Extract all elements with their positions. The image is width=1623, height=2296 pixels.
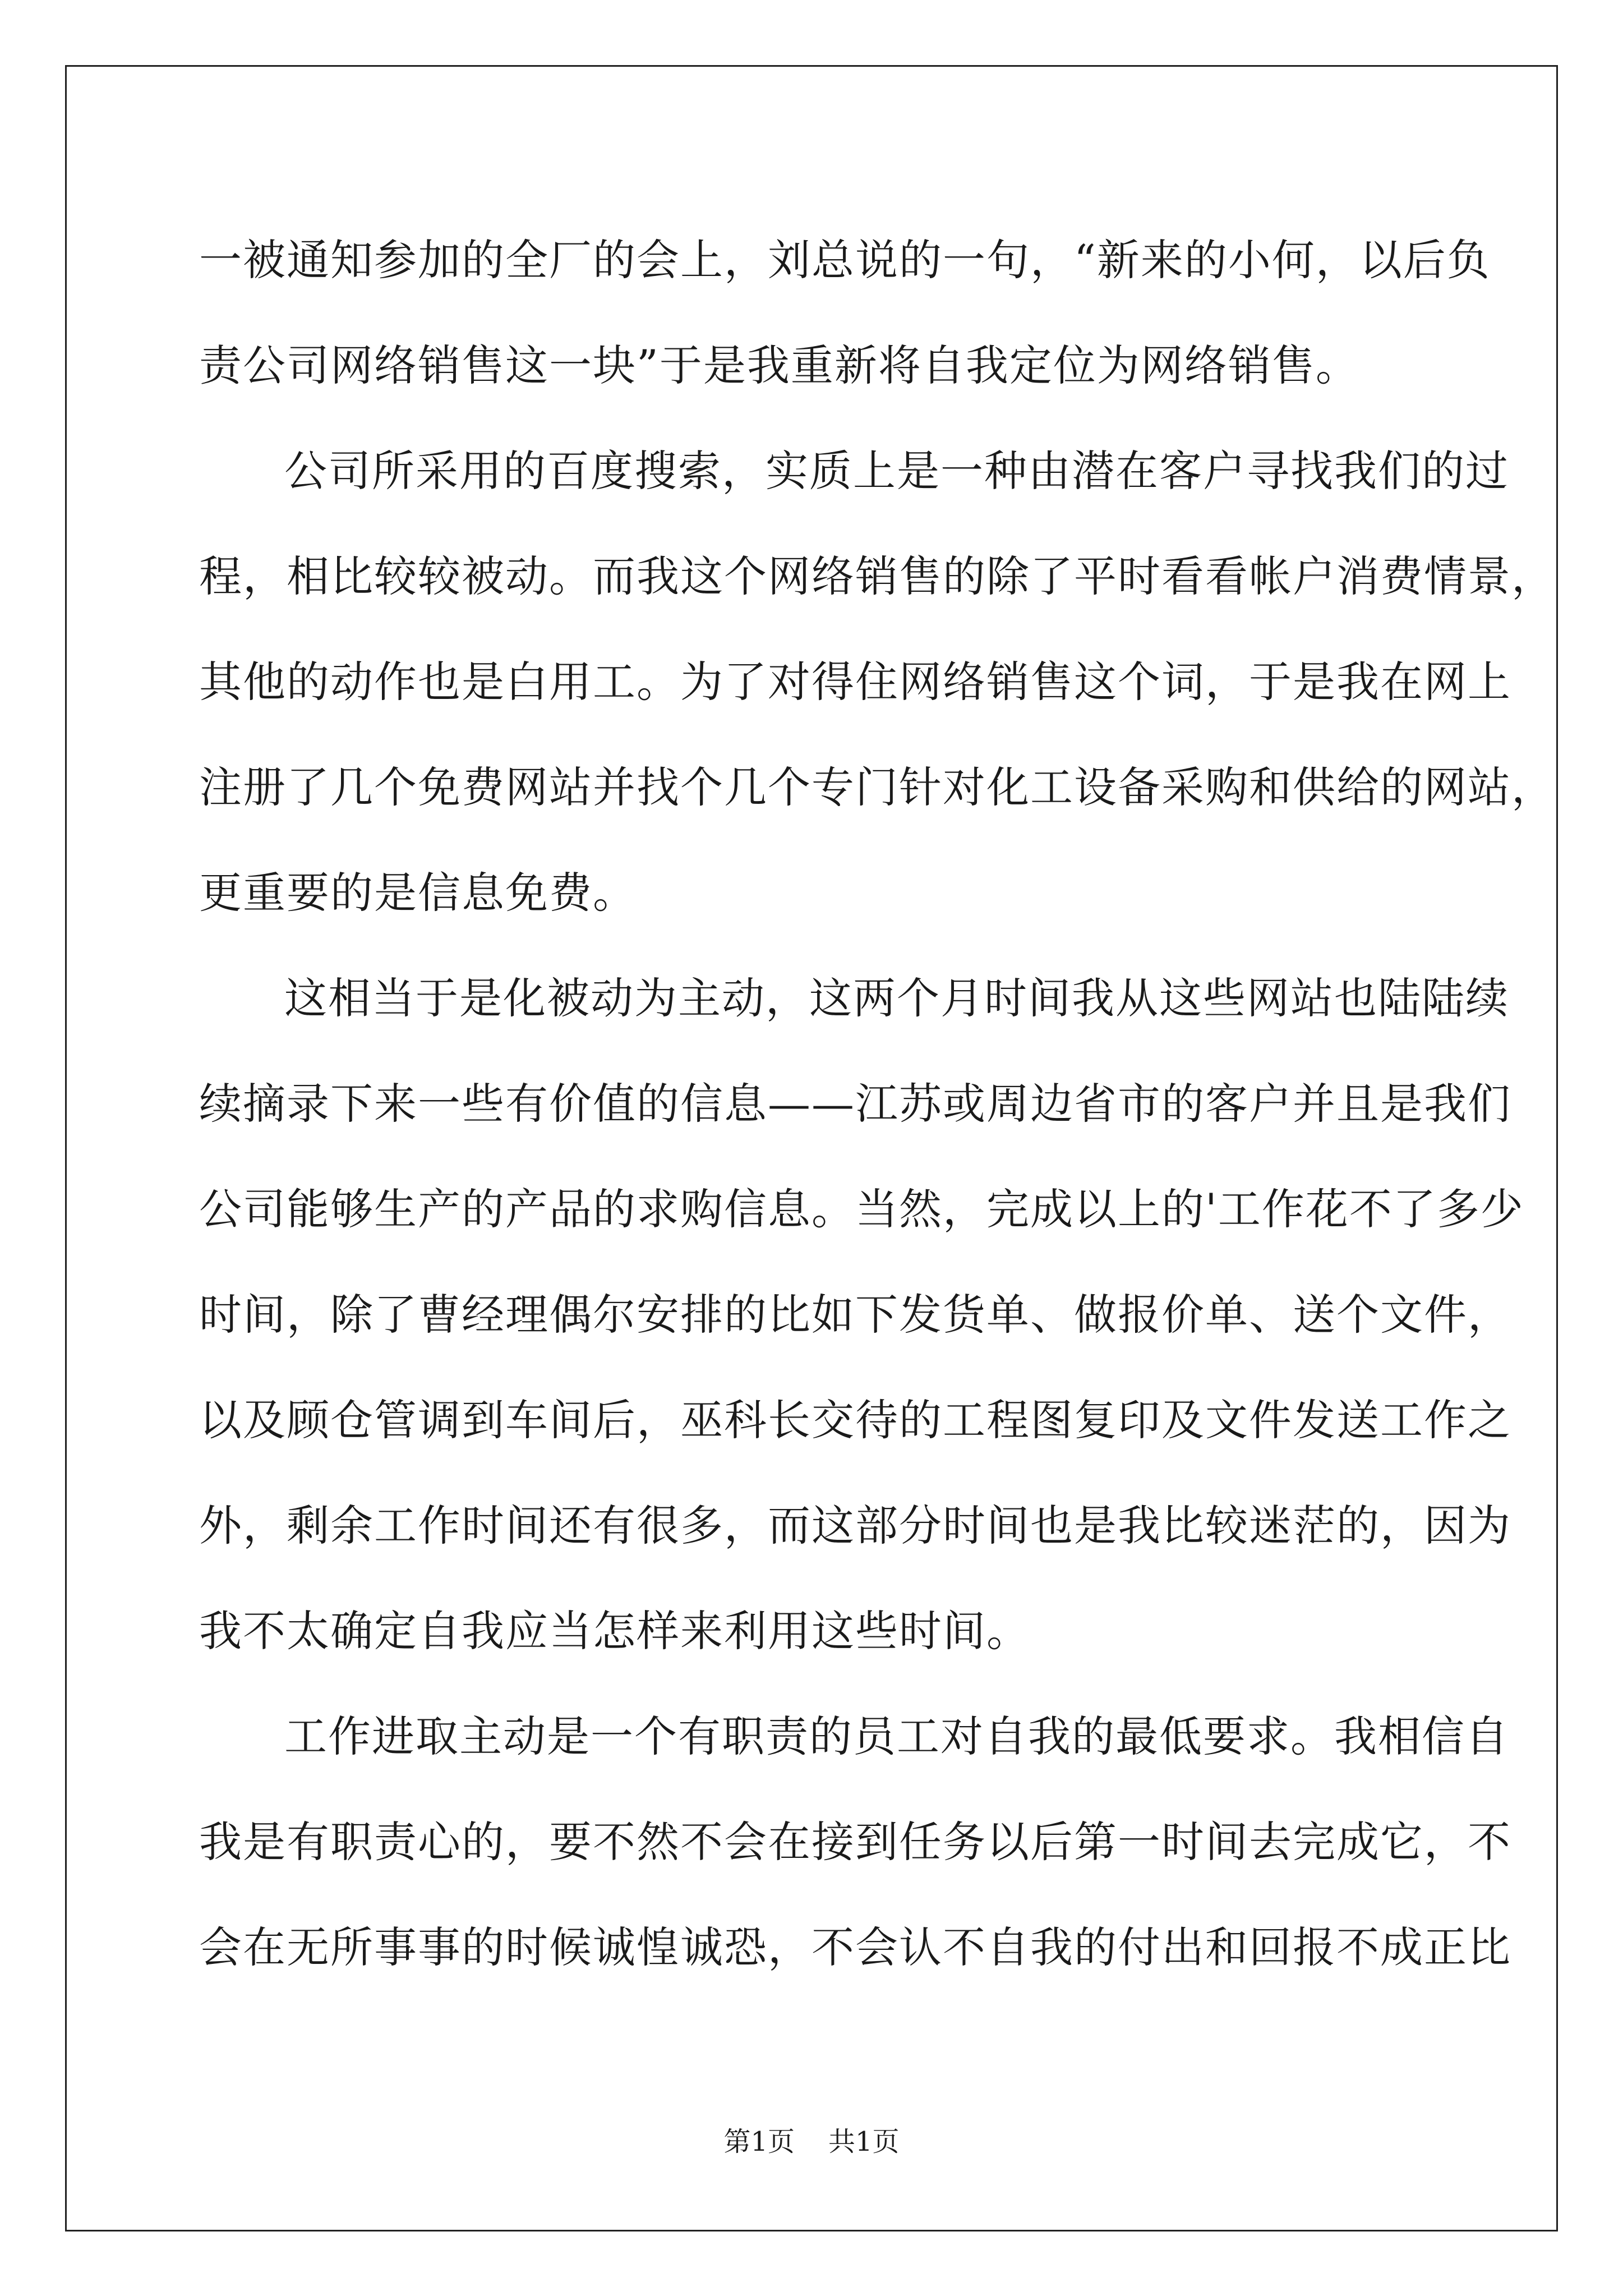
page-number-current: 第1页 (723, 2126, 795, 2157)
text-line: 其他的动作也是白用工。为了对得住网络销售这个词，于是我在网上 (199, 657, 1511, 707)
text-line: 程，相比较较被动。而我这个网络销售的除了平时看看帐户消费情景， (199, 551, 1555, 601)
text-line: 更重要的是信息免费。 (199, 868, 637, 918)
page-footer (0, 2125, 1623, 2159)
text-line: 责公司网络销售这一块”于是我重新将自我定位为网络销售。 (199, 341, 1359, 390)
text-line: 时间，除了曹经理偶尔安排的比如下发货单、做报价单、送个文件， (199, 1290, 1511, 1340)
text-line: 我是有职责心的，要不然不会在接到任务以后第一时间去完成它，不 (199, 1817, 1511, 1867)
text-line: 这相当于是化被动为主动，这两个月时间我从这些网站也陆陆续 (284, 973, 1509, 1023)
text-line: 注册了几个免费网站并找个几个专门针对化工设备采购和供给的网站， (199, 762, 1555, 812)
page-number-total: 共1页 (828, 2126, 900, 2157)
text-line: 以及顾仓管调到车间后，巫科长交待的工程图复印及文件发送工作之 (199, 1395, 1511, 1445)
text-line: 我不太确定自我应当怎样来利用这些时间。 (199, 1606, 1030, 1656)
text-line: 一被通知参加的全厂的会上，刘总说的一句，“新来的小何，以后负 (199, 235, 1491, 285)
text-line: 会在无所事事的时候诚惶诚恐，不会认不自我的付出和回报不成正比 (199, 1922, 1511, 1972)
document-body (199, 208, 1555, 2000)
text-line: 续摘录下来一些有价值的信息——江苏或周边省市的客户并且是我们 (199, 1079, 1511, 1129)
text-line: 公司所采用的百度搜索，实质上是一种由潜在客户寻找我们的过 (284, 446, 1509, 496)
text-line: 外，剩余工作时间还有很多，而这部分时间也是我比较迷茫的，因为 (199, 1501, 1511, 1550)
text-line: 工作进取主动是一个有职责的员工对自我的最低要求。我相信自 (284, 1711, 1509, 1761)
text-line: 公司能够生产的产品的求购信息。当然，完成以上的'工作花不了多少 (199, 1184, 1524, 1234)
